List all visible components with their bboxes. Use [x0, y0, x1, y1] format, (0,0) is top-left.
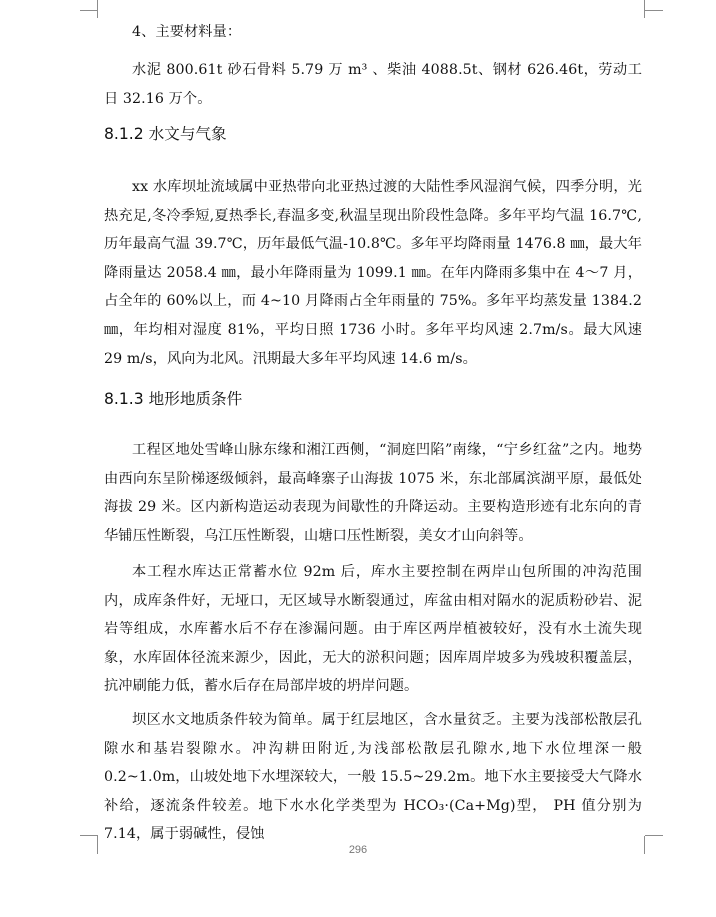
list-item-title: 4、主要材料量： [132, 24, 242, 40]
hydrology-paragraph: xx 水库坝址流域属中亚热带向北亚热过渡的大陆性季风湿润气候，四季分明，光热充足,冬冷季短,夏热季长,春温多变,秋温呈现出阶段性急降。多年平均气温 16.7℃,历年最高气温 39.7℃，历年最低气温-10.8℃。多年平均降雨量 1476.8 ㎜，最大年降雨量达 2058.4 ㎜，最小年降雨量为 1099.1 ㎜。在年内降雨多集中在 4～7 月，占全年的 60%以上，而 4~10 月降雨占全年雨量的 75%。多年平均蒸发量 1384.2 ㎜，年均相对湿度 81%，平均日照 1736 小时。多年平均风速 2.7m/s。最大风速 29 m/s，风向为北风。汛期最大多年平均风速 14.6 m/s。 [104, 179, 642, 367]
crop-mark-top-left [97, 0, 98, 18]
section-heading-geology: 8.1.3 地形地质条件 [104, 390, 243, 408]
crop-mark-top-right [644, 0, 645, 18]
geology-paragraph-2: 本工程水库达正常蓄水位 92m 后，库水主要控制在两岸山包所围的冲沟范围内，成库条件好，无垭口，无区域导水断裂通过，库盆由相对隔水的泥质粉砂岩、泥岩等组成，水库蓄水后不存在渗漏问题。由于库区两岸植被较好，没有水土流失现象，水库固体径流来源少，因此，无大的淤积问题；因库周岸坡多为残坡积覆盖层，抗冲刷能力低，蓄水后存在局部岸坡的坍岸问题。 [104, 564, 642, 695]
crop-mark-bottom-left-h [80, 835, 98, 836]
crop-mark-top-left-h [80, 10, 98, 11]
materials-paragraph: 水泥 800.61t 砂石骨料 5.79 万 m³ 、柴油 4088.5t、钢材 626.46t，劳动工日 32.16 万个。 [104, 62, 642, 107]
page-number: 296 [348, 844, 368, 856]
geology-paragraph-3: 坝区水文地质条件较为简单。属于红层地区，含水量贫乏。主要为浅部松散层孔隙水和基岩裂隙水。冲沟耕田附近,为浅部松散层孔隙水,地下水位埋深一般 0.2~1.0m，山坡处地下水埋深较大，一般 15.5~29.2m。地下水主要接受大气降水补给，逐流条件较差。地下水水化学类型为 HCO₃·(Ca+Mg)型， PH 值分别为 7.14，属于弱碱性，侵蚀 [104, 712, 642, 843]
crop-mark-top-right-h [645, 10, 663, 11]
crop-mark-bottom-right-h [645, 835, 663, 836]
section-heading-hydrology: 8.1.2 水文与气象 [104, 125, 227, 143]
geology-paragraph-1: 工程区地处雪峰山脉东缘和湘江西侧，“洞庭凹陷”南缘，“宁乡红盆”之内。地势由西向东呈阶梯逐级倾斜，最高峰寨子山海拔 1075 米，东北部属滨湖平原，最低处海拔 29 米。区内新构造运动表现为间歇性的升降运动。主要构造形迹有北东向的青华铺压性断裂，乌江压性断裂，山塘口压性断裂，美女才山向斜等。 [104, 442, 642, 544]
